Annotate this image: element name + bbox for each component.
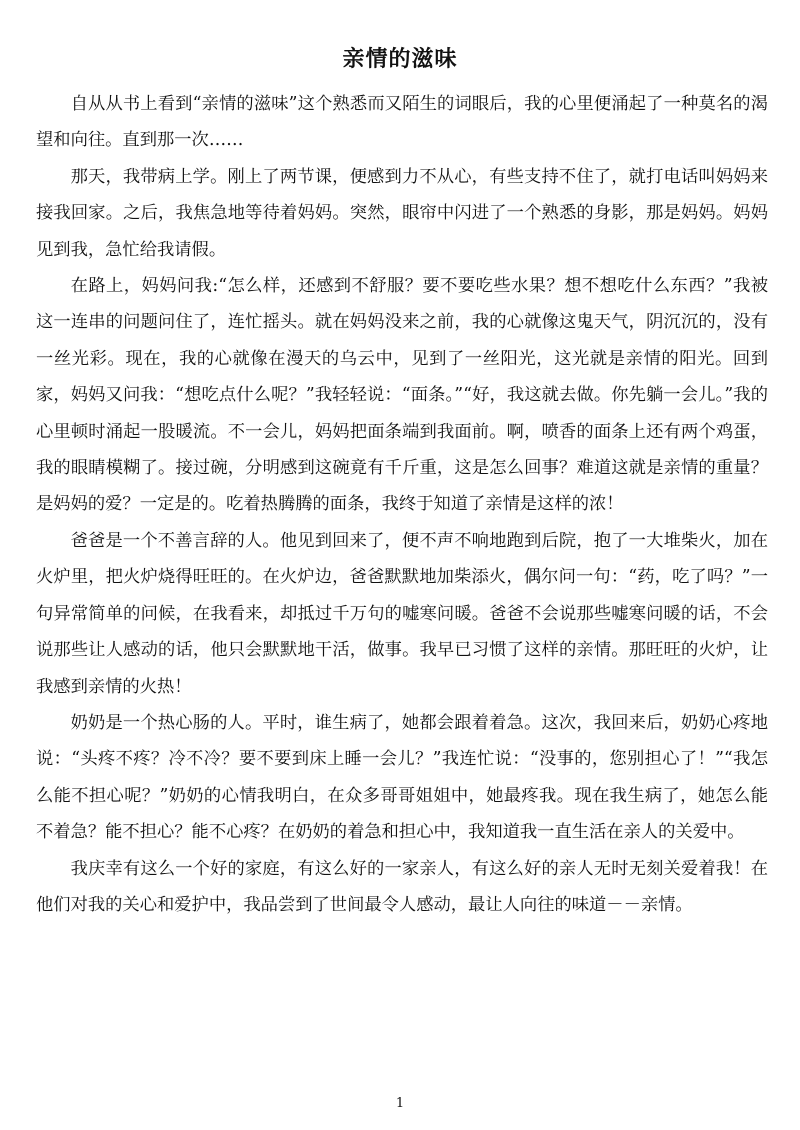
document-body — [36, 86, 768, 923]
paragraph-3: 在路上，妈妈问我:“怎么样，还感到不舒服？要不要吃些水果？想不想吃什么东西？”我被这一连串的问题问住了，连忙摇头。就在妈妈没来之前，我的心就像这鬼天气，阴沉沉的，没有一丝光彩。现在，我的心就像在漫天的乌云中，见到了一丝阳光，这光就是亲情的阳光。回到家，妈妈又问我：“想吃点什么呢？”我轻轻说：“面条。”“好，我这就去做。你先躺一会儿。”我的心里顿时涌起一股暖流。不一会儿，妈妈把面条端到我面前。啊，喷香的面条上还有两个鸡蛋，我的眼睛模糊了。接过碗，分明感到这碗竟有千斤重，这是怎么回事？难道这就是亲情的重量？是妈妈的爱？一定是的。吃着热腾腾的面条，我终于知道了亲情是这样的浓！ — [36, 276, 768, 515]
document-title: 亲情的滋味 — [342, 47, 458, 72]
paragraph-4: 爸爸是一个不善言辞的人。他见到回来了，便不声不响地跑到后院，抱了一大堆柴火，加在火炉里，把火炉烧得旺旺的。在火炉边，爸爸默默地加柴添火，偶尔问一句：“药，吃了吗？”一句异常简单的问候，在我看来，却抵过千万句的嘘寒问暖。爸爸不会说那些嘘寒问暖的话，不会说那些让人感动的话，他只会默默地干活，做事。我早已习惯了这样的亲情。那旺旺的火炉，让我感到亲情的火热！ — [36, 530, 768, 697]
page-number: 1 — [395, 1096, 405, 1111]
paragraph-1: 自从从书上看到“亲情的滋味”这个熟悉而又陌生的词眼后，我的心里便涌起了一种莫名的渴望和向往。直到那一次…… — [36, 94, 768, 151]
paragraph-5: 奶奶是一个热心肠的人。平时，谁生病了，她都会跟着着急。这次，我回来后，奶奶心疼地说：“头疼不疼？冷不冷？要不要到床上睡一会儿？”我连忙说：“没事的，您别担心了！”“我怎么能不担心呢？”奶奶的心情我明白，在众多哥哥姐姐中，她最疼我。现在我生病了，她怎么能不着急？能不担心？能不心疼？在奶奶的着急和担心中，我知道我一直生活在亲人的关爱中。 — [36, 712, 768, 843]
paragraph-6: 我庆幸有这么一个好的家庭，有这么好的一家亲人，有这么好的亲人无时无刻关爱着我！在他们对我的关心和爱护中，我品尝到了世间最令人感动，最让人向往的味道－－亲情。 — [36, 858, 768, 915]
paragraph-2: 那天，我带病上学。刚上了两节课，便感到力不从心，有些支持不住了，就打电话叫妈妈来接我回家。之后，我焦急地等待着妈妈。突然，眼帘中闪进了一个熟悉的身影，那是妈妈。妈妈见到我，急忙给我请假。 — [36, 166, 768, 260]
